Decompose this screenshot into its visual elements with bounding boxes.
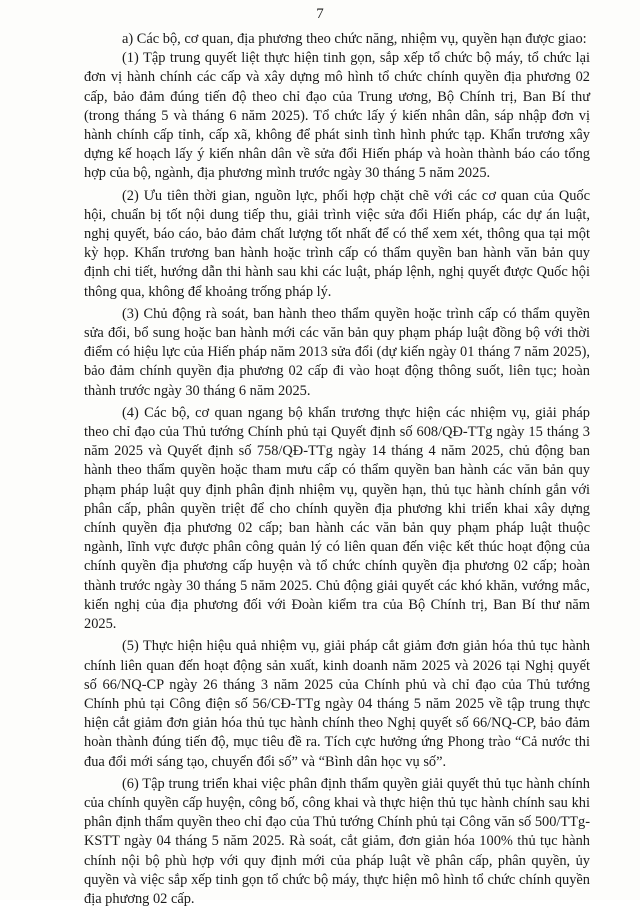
document-body xyxy=(84,30,590,912)
paragraph-1: (1) Tập trung quyết liệt thực hiện tinh gọn, sắp xếp tổ chức bộ máy, tổ chức lại đơn vị hành chính các cấp và xây dựng mô hình tổ chức chính quyền địa phương 02 cấp, bảo đảm đúng tiến độ theo chỉ đạo của Trung ương, Bộ Chính trị, Ban Bí thư (trong tháng 5 và tháng 6 năm 2025). Tổ chức lấy ý kiến nhân dân, sáp nhập đơn vị hành chính cấp tỉnh, cấp xã, không để phát sinh tình hình phức tạp. Khẩn trương xây dựng kế hoạch lấy ý kiến nhân dân về sửa đổi Hiến pháp và hoàn thành báo cáo tổng hợp của bộ, ngành, địa phương mình trước ngày 30 tháng 5 năm 2025. xyxy=(84,50,590,182)
page-number: 7 xyxy=(316,6,324,22)
paragraph-6: (6) Tập trung triển khai việc phân định thẩm quyền giải quyết thủ tục hành chính của chính quyền cấp huyện, công bố, công khai và thực hiện thủ tục hành chính sau khi phân định thẩm quyền theo chỉ đạo của Thủ tướng Chính phủ tại Công văn số 500/TTg-KSTT ngày 04 tháng 5 năm 2025. Rà soát, cắt giảm, đơn giản hóa 100% thủ tục hành chính nội bộ phù hợp với quy định mới của pháp luật về phân cấp, phân quyền, ủy quyền và việc sắp xếp tinh gọn tổ chức bộ máy, thực hiện mô hình tổ chức chính quyền địa phương 02 cấp. xyxy=(84,775,590,907)
paragraph-3: (3) Chủ động rà soát, ban hành theo thẩm quyền hoặc trình cấp có thẩm quyền sửa đổi, bổ sung hoặc ban hành mới các văn bản quy phạm pháp luật đồng bộ với thời điểm có hiệu lực của Hiến pháp năm 2013 sửa đổi (dự kiến ngày 01 tháng 7 năm 2025), bảo đảm chính quyền địa phương 02 cấp đi vào hoạt động thông suốt, liên tục; hoàn thành trước ngày 30 tháng 6 năm 2025. xyxy=(84,305,590,399)
paragraph-5: (5) Thực hiện hiệu quả nhiệm vụ, giải pháp cắt giảm đơn giản hóa thủ tục hành chính liên quan đến hoạt động sản xuất, kinh doanh năm 2025 và 2026 tại Nghị quyết số 66/NQ-CP ngày 26 tháng 3 năm 2025 của Chính phủ và chỉ đạo của Thủ tướng Chính phủ tại Công điện số 56/CĐ-TTg ngày 04 tháng 5 năm 2025 về tập trung thực hiện cắt giảm đơn giản hóa thủ tục hành chính theo Nghị quyết số 66/NQ-CP, bảo đảm hoàn thành đúng tiến độ, mục tiêu đề ra. Tích cực hưởng ứng Phong trào “Cả nước thi đua đổi mới sáng tạo, chuyển đổi số” và “Bình dân học vụ số”. xyxy=(84,638,590,770)
paragraph-2: (2) Ưu tiên thời gian, nguồn lực, phối hợp chặt chẽ với các cơ quan của Quốc hội, chuẩn bị tốt nội dung tiếp thu, giải trình việc sửa đổi Hiến pháp, các dự án luật, nghị quyết, báo cáo, bảo đảm chất lượng tốt nhất để có thể xem xét, thông qua tại một kỳ họp. Khẩn trương ban hành hoặc trình cấp có thẩm quyền ban hành văn bản quy định chi tiết, hướng dẫn thi hành sau khi các luật, pháp lệnh, nghị quyết được Quốc hội thông qua, không để khoảng trống pháp lý. xyxy=(84,187,590,300)
section-intro: a) Các bộ, cơ quan, địa phương theo chức năng, nhiệm vụ, quyền hạn được giao: xyxy=(122,31,587,47)
paragraph-4: (4) Các bộ, cơ quan ngang bộ khẩn trương thực hiện các nhiệm vụ, giải pháp theo chỉ đạo của Thủ tướng Chính phủ tại Quyết định số 608/QĐ-TTg ngày 15 tháng 3 năm 2025 và Quyết định số 758/QĐ-TTg ngày 14 tháng 4 năm 2025, chủ động ban hành theo thẩm quyền hoặc tham mưu cấp có thẩm quyền ban hành các văn bản quy phạm pháp luật quy định phân định nhiệm vụ, quyền hạn, thủ tục hành chính gắn với phân cấp, phân quyền triệt để cho chính quyền địa phương khi triển khai xây dựng chính quyền địa phương 02 cấp; ban hành các văn bản quy phạm pháp luật thuộc ngành, lĩnh vực được phân công quản lý có liên quan đến việc kết thúc hoạt động của chính quyền địa phương cấp huyện và tổ chức chính quyền địa phương 02 cấp; hoàn thành trước ngày 30 tháng 5 năm 2025. Chủ động giải quyết các khó khăn, vướng mắc, kiến nghị của địa phương đối với Đoàn kiểm tra của Bộ Chính trị, Ban Bí thư năm 2025. xyxy=(84,404,590,633)
